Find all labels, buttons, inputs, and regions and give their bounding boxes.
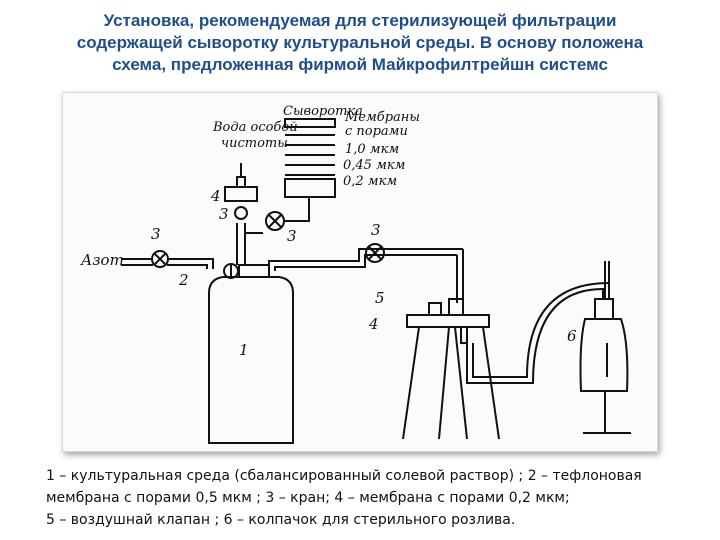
water-label-2: чистоты [221, 136, 288, 151]
label-3-serum: 3 [287, 227, 297, 245]
pore-size-3: 0,2 мкм [343, 174, 398, 189]
water-label: Вода особой [213, 120, 298, 135]
pore-size-1: 1,0 мкм [345, 142, 400, 157]
label-4-holder: 4 [369, 315, 379, 333]
media-tank [209, 277, 293, 443]
serum-label: Сыворотка [283, 104, 363, 119]
title-line-2: содержащей сыворотку культуральной среды. В основу положена [76, 33, 644, 52]
label-1: 1 [239, 341, 249, 359]
label-4-water: 4 [211, 187, 221, 205]
filtration-diagram [63, 93, 657, 451]
water-valve [235, 207, 247, 219]
membranes-label-2: с порами [345, 124, 408, 139]
label-2: 2 [179, 271, 189, 289]
membranes-label: Мембраны [345, 110, 420, 125]
label-6: 6 [567, 327, 577, 345]
label-3-water: 3 [219, 205, 229, 223]
figure-caption [46, 465, 686, 531]
caption-line-1: 1 – культуральная среда (сбалансированный солевой раствор) ; 2 – тефлоновая [46, 468, 642, 484]
slide-title [40, 10, 680, 76]
sterile-bell [581, 319, 628, 391]
caption-line-3: 5 – воздушнай клапан ; 6 – колпачок для стерильного розлива. [46, 512, 516, 528]
label-3-media: 3 [371, 221, 381, 239]
nitrogen-label: Азот [81, 251, 124, 269]
title-line-3: схема, предложенная фирмой Майкрофилтрейшн системс [112, 55, 608, 74]
diagram-frame [62, 92, 658, 452]
pore-size-2: 0,45 мкм [343, 158, 406, 173]
water-filter [225, 187, 257, 201]
water-pipe [237, 223, 245, 265]
caption-line-2: мембрана с порами 0,5 мкм ; 3 – кран; 4 – мембрана с порами 0,2 мкм; [46, 490, 570, 506]
label-3-nitrogen: 3 [151, 225, 161, 243]
filter-holder [407, 315, 489, 327]
label-5: 5 [375, 289, 385, 307]
title-line-1: Установка, рекомендуемая для стерилизующей фильтрации [103, 11, 617, 30]
